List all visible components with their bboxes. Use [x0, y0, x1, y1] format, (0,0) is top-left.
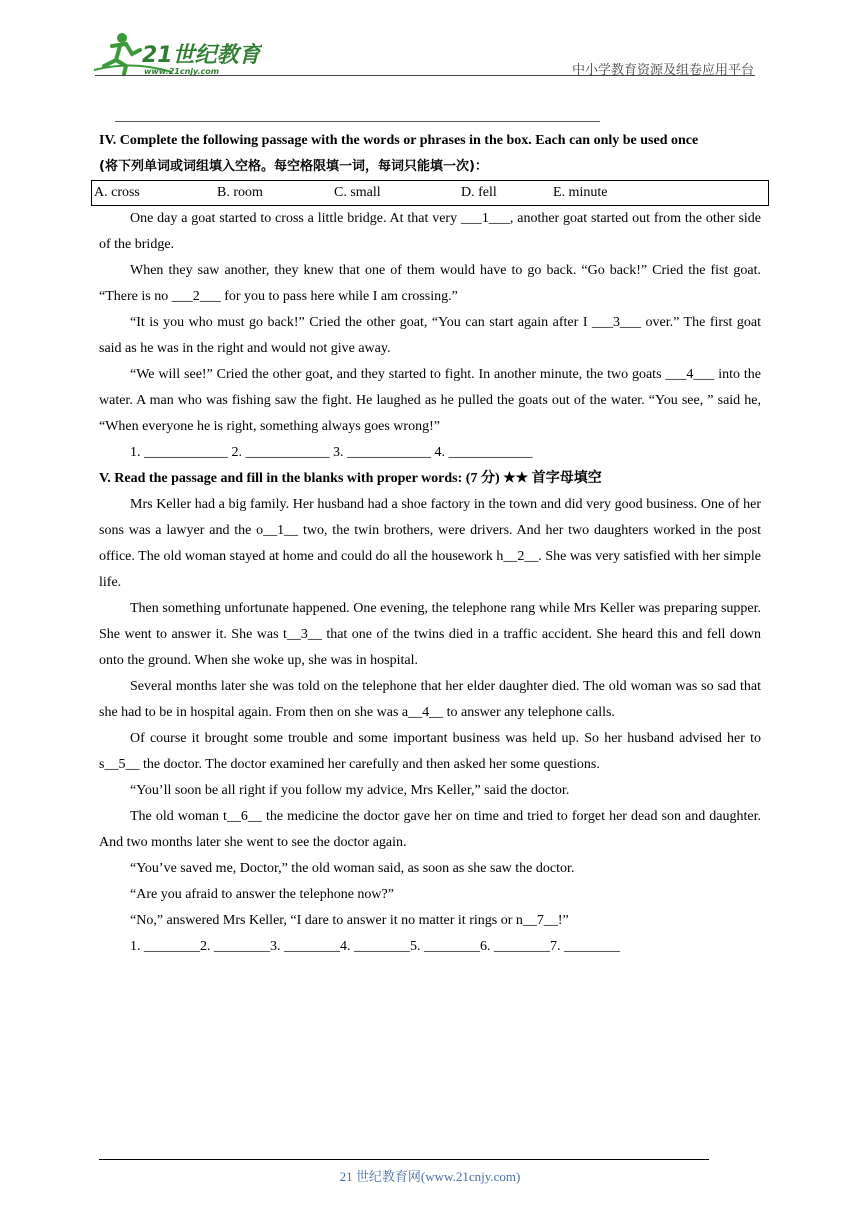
paragraph: Of course it brought some trouble and some important business was held up. So her husband advised her to s__5__ the doctor. The doctor examined her carefully and then asked her some questions. — [99, 731, 761, 772]
section5-title: V. Read the passage and fill in the blanks with proper words: (7 分) ★★ 首字母填空 — [99, 471, 602, 486]
paragraph: Mrs Keller had a big family. Her husband had a shoe factory in the town and did very good business. One of her sons was a lawyer and the o__1__ two, the twin brothers, were drivers. And her two daughters worked in the post office. The old woman stayed at home and could do all the housework h__2__. She was very satisfied with her simple life. — [99, 497, 761, 590]
word-option: C. small — [334, 185, 381, 200]
word-option: E. minute — [553, 185, 608, 200]
logo-url: www.21cnjy.com — [144, 67, 220, 76]
word-box — [91, 180, 769, 206]
word-option: B. room — [217, 185, 263, 200]
paragraph: “No,” answered Mrs Keller, “I dare to answer it no matter it rings or n__7__!” — [130, 913, 569, 928]
top-blank-line — [115, 121, 600, 122]
paragraph: “Are you afraid to answer the telephone now?” — [130, 887, 394, 902]
logo-text: 21世纪教育 — [142, 43, 261, 68]
paragraph: Several months later she was told on the telephone that her elder daughter died. The old woman was so sad that she had to be in hospital again. From then on she was a__4__ to answer any telephone calls. — [99, 679, 761, 720]
paragraph: Then something unfortunate happened. One evening, the telephone rang while Mrs Keller was preparing supper. She went to answer it. She was t__3__ that one of the twins died in a traffic accident. She heard this and fell down onto the ground. When she woke up, she was in hospital. — [99, 601, 761, 668]
header-tagline: 中小学教育资源及组卷应用平台 — [571, 63, 754, 78]
paragraph: The old woman t__6__ the medicine the doctor gave her on time and tried to forget her dead son and daughter. And two months later she went to see the doctor again. — [99, 809, 761, 850]
paragraph: One day a goat started to cross a little bridge. At that very ___1___, another goat started out from the other side of the bridge. — [99, 211, 761, 252]
footer-rule — [99, 1159, 709, 1160]
footer-text[interactable]: 21 世纪教育网(www.21cnjy.com) — [339, 1169, 521, 1184]
section4-title-cn: (将下列单词或词组填入空格。每空格限填一词，每词只能填一次)： — [99, 159, 488, 174]
paragraph: When they saw another, they knew that one of them would have to go back. “Go back!” Cried the fist goat. “There is no ___2___ for you to pass here while I am crossing.” — [99, 263, 761, 304]
paragraph: “You’ve saved me, Doctor,” the old woman said, as soon as she saw the doctor. — [130, 861, 575, 876]
answer-line: 1. ____________ 2. ____________ 3. ____________ 4. ____________ — [130, 445, 533, 460]
paragraph: “We will see!” Cried the other goat, and they started to fight. In another minute, the two goats ___4___ into the water. A man who was fishing saw the fight. He laughed as he pulled the goats out of the water. “You see, ” said he, “When everyone he is right, something always goes wrong!” — [99, 367, 761, 434]
document-body — [94, 128, 761, 960]
paragraph: “You’ll soon be all right if you follow my advice, Mrs Keller,” said the doctor. — [130, 783, 570, 798]
answer-line: 1. ________2. ________3. ________4. ________5. ________6. ________7. ________ — [130, 939, 620, 954]
logo — [92, 30, 262, 78]
paragraph: “It is you who must go back!” Cried the other goat, “You can start again after I ___3___ over.” The first goat said as he was in the right and would not give away. — [99, 315, 761, 356]
word-option: A. cross — [94, 185, 140, 200]
section4-title: IV. Complete the following passage with the words or phrases in the box. Each can only be used once — [99, 133, 699, 148]
page-header — [0, 0, 860, 80]
header-rule — [95, 75, 755, 76]
word-option: D. fell — [461, 185, 497, 200]
